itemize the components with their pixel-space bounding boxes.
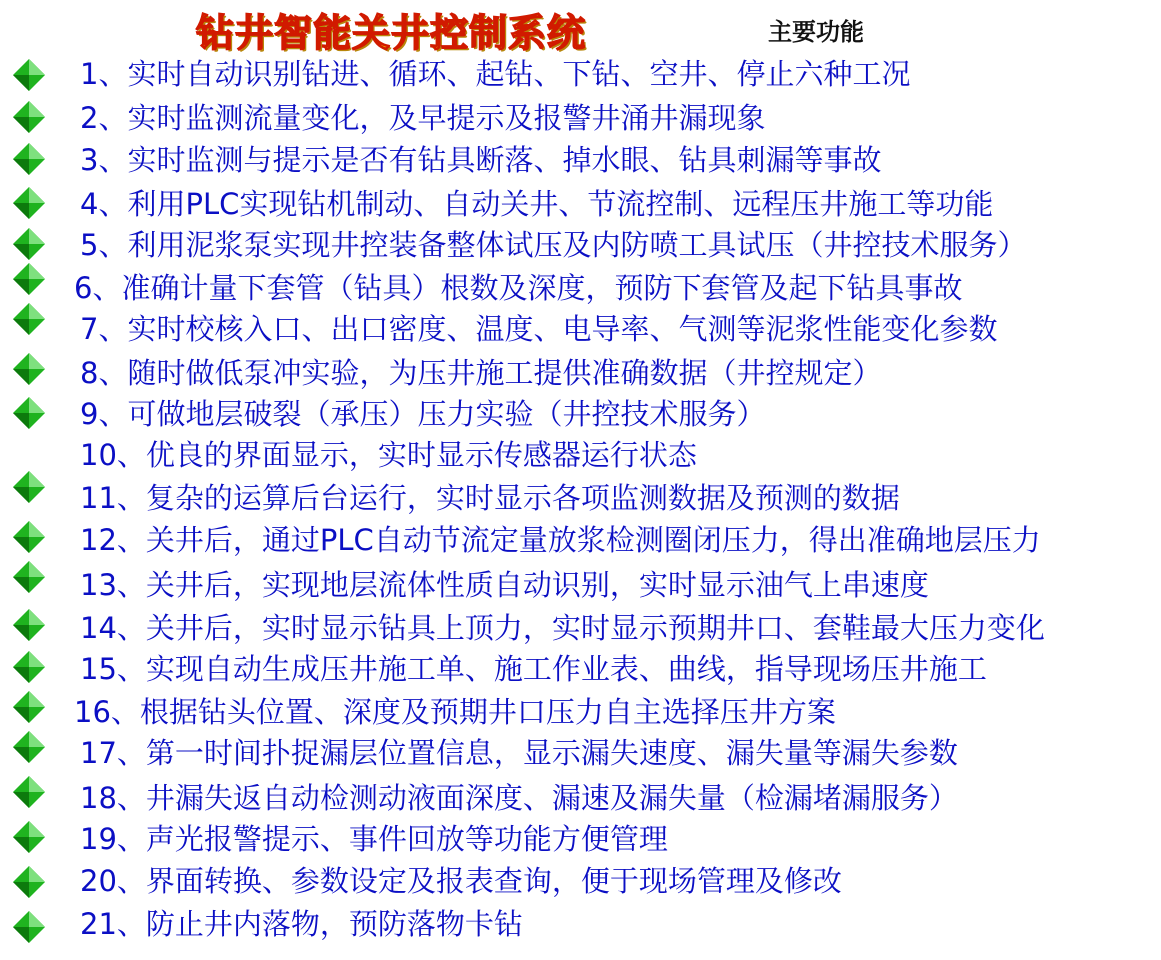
green-diamond-icon: [12, 560, 46, 594]
green-diamond-icon: [12, 227, 46, 261]
green-diamond-icon: [12, 775, 46, 809]
list-item: 16、根据钻头位置、深度及预期井口压力自主选择压井方案: [74, 695, 836, 729]
list-item: 1、实时自动识别钻进、循环、起钻、下钻、空井、停止六种工况: [80, 57, 911, 91]
green-diamond-icon: [12, 470, 46, 504]
list-item: 7、实时校核入口、出口密度、温度、电导率、气测等泥浆性能变化参数: [80, 312, 998, 346]
green-diamond-icon: [12, 186, 46, 220]
green-diamond-icon: [12, 865, 46, 899]
green-diamond-icon: [12, 396, 46, 430]
list-item: 2、实时监测流量变化，及早提示及报警井涌井漏现象: [80, 101, 766, 135]
list-item: 19、声光报警提示、事件回放等功能方便管理: [80, 822, 668, 856]
green-diamond-icon: [12, 262, 46, 296]
list-item: 6、准确计量下套管（钻具）根数及深度，预防下套管及起下钻具事故: [74, 271, 963, 305]
green-diamond-icon: [12, 302, 46, 336]
list-item: 8、随时做低泵冲实验，为压井施工提供准确数据（井控规定）: [80, 356, 882, 390]
list-item: 14、关井后，实时显示钻具上顶力，实时显示预期井口、套鞋最大压力变化: [80, 611, 1045, 645]
green-diamond-icon: [12, 650, 46, 684]
green-diamond-icon: [12, 352, 46, 386]
green-diamond-icon: [12, 100, 46, 134]
green-diamond-icon: [12, 608, 46, 642]
list-item: 11、复杂的运算后台运行，实时显示各项监测数据及预测的数据: [80, 481, 900, 515]
page-title: 钻井智能关井控制系统: [196, 11, 587, 55]
list-item: 5、利用泥浆泵实现井控装备整体试压及内防喷工具试压（井控技术服务）: [80, 228, 1027, 262]
green-diamond-icon: [12, 520, 46, 554]
list-item: 20、界面转换、参数设定及报表查询，便于现场管理及修改: [80, 864, 842, 898]
green-diamond-icon: [12, 820, 46, 854]
green-diamond-icon: [12, 58, 46, 92]
green-diamond-icon: [12, 142, 46, 176]
list-item: 13、关井后，实现地层流体性质自动识别，实时显示油气上串速度: [80, 568, 929, 602]
page-subtitle: 主要功能: [768, 18, 864, 46]
list-item: 10、优良的界面显示，实时显示传感器运行状态: [80, 438, 697, 472]
green-diamond-icon: [12, 730, 46, 764]
list-item: 3、实时监测与提示是否有钻具断落、掉水眼、钻具刺漏等事故: [80, 143, 882, 177]
list-item: 21、防止井内落物，预防落物卡钻: [80, 907, 523, 941]
list-item: 18、井漏失返自动检测动液面深度、漏速及漏失量（检漏堵漏服务）: [80, 781, 958, 815]
list-item: 17、第一时间扑捉漏层位置信息，显示漏失速度、漏失量等漏失参数: [80, 736, 958, 770]
green-diamond-icon: [12, 690, 46, 724]
list-item: 9、可做地层破裂（承压）压力实验（井控技术服务）: [80, 397, 766, 431]
green-diamond-icon: [12, 910, 46, 944]
list-item: 4、利用PLC实现钻机制动、自动关井、节流控制、远程压井施工等功能: [80, 187, 994, 221]
list-item: 12、关井后，通过PLC自动节流定量放浆检测圈闭压力，得出准确地层压力: [80, 523, 1041, 557]
list-item: 15、实现自动生成压井施工单、施工作业表、曲线，指导现场压井施工: [80, 652, 987, 686]
